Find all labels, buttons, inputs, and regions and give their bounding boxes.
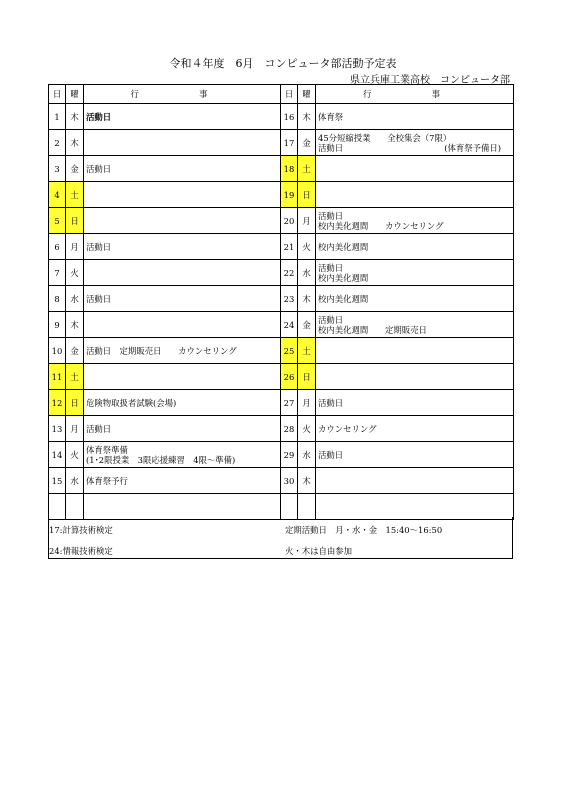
day-cell: 28 xyxy=(281,416,298,442)
table-row xyxy=(49,286,514,312)
event-text: 校内美化週間 xyxy=(318,293,369,304)
weekday-cell: 木 xyxy=(298,104,316,130)
event-cell xyxy=(84,416,281,442)
weekday-cell xyxy=(298,494,316,520)
table-row xyxy=(49,338,514,364)
event-cell xyxy=(84,182,281,208)
weekday-cell: 火 xyxy=(298,416,316,442)
event-text: (1･2限授業 3限応援練習 4限～準備) xyxy=(86,454,236,465)
event-text: 活動日 xyxy=(86,111,112,122)
weekday-cell: 日 xyxy=(298,364,316,390)
event-text: 45分短縮授業 全校集会（7限） xyxy=(318,132,452,143)
day-cell: 8 xyxy=(49,286,66,312)
day-cell: 29 xyxy=(281,442,298,468)
weekday-cell: 木 xyxy=(66,312,84,338)
event-cell xyxy=(316,182,514,208)
header-weekday: 曜 xyxy=(298,85,316,104)
event-cell xyxy=(84,494,281,520)
day-cell: 7 xyxy=(49,260,66,286)
day-cell: 14 xyxy=(49,442,66,468)
table-row xyxy=(49,416,514,442)
event-cell xyxy=(316,104,514,130)
event-text: 体育祭予行 xyxy=(86,475,128,486)
day-cell: 23 xyxy=(281,286,298,312)
event-cell xyxy=(316,442,514,468)
weekday-cell: 月 xyxy=(298,390,316,416)
event-text: 校内美化週間 カウンセリング xyxy=(318,220,444,231)
note-regular-days: 定期活動日 月・水・金 15:40～16:50 xyxy=(285,525,443,535)
weekday-cell: 日 xyxy=(66,390,84,416)
table-row xyxy=(49,494,514,520)
note-free-days: 火・木は自由参加 xyxy=(285,546,352,556)
event-cell xyxy=(316,390,514,416)
day-cell xyxy=(49,494,66,520)
event-cell xyxy=(316,234,514,260)
weekday-cell xyxy=(66,494,84,520)
event-cell xyxy=(316,312,514,338)
weekday-cell: 火 xyxy=(298,234,316,260)
event-text: 校内美化週間 定期販売日 xyxy=(318,324,427,335)
weekday-cell: 木 xyxy=(298,468,316,494)
weekday-cell: 火 xyxy=(66,442,84,468)
event-text: 体育祭準備 xyxy=(86,444,128,455)
weekday-cell: 金 xyxy=(66,338,84,364)
day-cell: 9 xyxy=(49,312,66,338)
day-cell: 11 xyxy=(49,364,66,390)
day-cell: 20 xyxy=(281,208,298,234)
event-text: 体育祭 xyxy=(318,111,344,122)
weekday-cell: 水 xyxy=(66,468,84,494)
event-cell xyxy=(84,364,281,390)
organization-name: 県立兵庫工業高校 コンピュータ部 xyxy=(350,75,510,86)
table-row xyxy=(49,208,514,234)
event-text: 校内美化週間 xyxy=(318,272,369,283)
event-text: 活動日 xyxy=(318,314,344,325)
weekday-cell: 月 xyxy=(298,208,316,234)
event-text: 活動日 xyxy=(318,142,344,153)
day-cell: 18 xyxy=(281,156,298,182)
day-cell: 22 xyxy=(281,260,298,286)
event-cell xyxy=(84,156,281,182)
event-cell xyxy=(316,338,514,364)
schedule-table xyxy=(48,84,514,520)
event-cell xyxy=(316,364,514,390)
event-text: 校内美化週間 xyxy=(318,241,369,252)
table-row xyxy=(49,104,514,130)
day-cell: 10 xyxy=(49,338,66,364)
page-title: 令和４年度 6月 コンピュータ部活動予定表 xyxy=(169,57,397,70)
weekday-cell: 金 xyxy=(298,130,316,156)
weekday-cell: 木 xyxy=(66,104,84,130)
day-cell: 3 xyxy=(49,156,66,182)
event-cell xyxy=(84,234,281,260)
event-cell xyxy=(84,390,281,416)
weekday-cell: 火 xyxy=(66,260,84,286)
event-cell xyxy=(84,260,281,286)
weekday-cell: 金 xyxy=(66,156,84,182)
event-cell xyxy=(316,494,514,520)
day-cell: 26 xyxy=(281,364,298,390)
day-cell: 27 xyxy=(281,390,298,416)
weekday-cell: 土 xyxy=(66,364,84,390)
event-cell xyxy=(316,208,514,234)
header-event: 行 事 xyxy=(84,85,281,104)
weekday-cell: 月 xyxy=(66,234,84,260)
table-row xyxy=(49,390,514,416)
event-text: カウンセリング xyxy=(318,423,377,434)
event-cell xyxy=(316,260,514,286)
day-cell: 6 xyxy=(49,234,66,260)
header-weekday: 曜 xyxy=(66,85,84,104)
table-row xyxy=(49,182,514,208)
note-exam-17: 17:計算技術検定 xyxy=(49,525,113,535)
event-text: 活動日 xyxy=(86,423,112,434)
day-cell: 21 xyxy=(281,234,298,260)
weekday-cell: 木 xyxy=(298,286,316,312)
table-row xyxy=(49,260,514,286)
event-text: 活動日 xyxy=(318,449,344,460)
day-cell xyxy=(281,494,298,520)
weekday-cell: 水 xyxy=(298,260,316,286)
header-event: 行 事 xyxy=(316,85,514,104)
event-text: 活動日 xyxy=(318,397,344,408)
table-row xyxy=(49,156,514,182)
event-cell xyxy=(316,156,514,182)
day-cell: 16 xyxy=(281,104,298,130)
event-cell xyxy=(84,312,281,338)
weekday-cell: 水 xyxy=(66,286,84,312)
notes-frame xyxy=(48,517,513,559)
weekday-cell: 水 xyxy=(298,442,316,468)
header-day: 日 xyxy=(49,85,66,104)
header-day: 日 xyxy=(281,85,298,104)
event-text: 活動日 xyxy=(86,241,112,252)
event-cell xyxy=(316,468,514,494)
table-row xyxy=(49,312,514,338)
weekday-cell: 木 xyxy=(66,130,84,156)
weekday-cell: 月 xyxy=(66,416,84,442)
note-exam-24: 24:情報技術検定 xyxy=(49,546,113,556)
event-text: 活動日 xyxy=(318,210,344,221)
weekday-cell: 土 xyxy=(66,182,84,208)
event-cell xyxy=(84,338,281,364)
event-text: 活動日 xyxy=(318,262,344,273)
event-text: 危険物取扱者試験(会場) xyxy=(86,397,177,408)
day-cell: 4 xyxy=(49,182,66,208)
event-cell xyxy=(84,286,281,312)
weekday-cell: 土 xyxy=(298,156,316,182)
day-cell: 25 xyxy=(281,338,298,364)
day-cell: 1 xyxy=(49,104,66,130)
table-row xyxy=(49,442,514,468)
event-cell xyxy=(84,104,281,130)
event-cell xyxy=(84,208,281,234)
event-text: 活動日 xyxy=(86,163,112,174)
event-text: 活動日 定期販売日 カウンセリング xyxy=(86,345,237,356)
table-row xyxy=(49,130,514,156)
table-header-row xyxy=(49,85,514,104)
weekday-cell: 土 xyxy=(298,338,316,364)
day-cell: 17 xyxy=(281,130,298,156)
table-row xyxy=(49,234,514,260)
event-cell xyxy=(84,442,281,468)
table-row xyxy=(49,364,514,390)
weekday-cell: 日 xyxy=(298,182,316,208)
event-cell xyxy=(316,286,514,312)
day-cell: 30 xyxy=(281,468,298,494)
day-cell: 5 xyxy=(49,208,66,234)
event-cell xyxy=(84,130,281,156)
day-cell: 19 xyxy=(281,182,298,208)
day-cell: 12 xyxy=(49,390,66,416)
event-text: 活動日 xyxy=(86,293,112,304)
table-row xyxy=(49,468,514,494)
event-cell xyxy=(84,468,281,494)
day-cell: 2 xyxy=(49,130,66,156)
event-note: (体育祭予備日) xyxy=(444,142,501,153)
event-cell xyxy=(316,416,514,442)
weekday-cell: 金 xyxy=(298,312,316,338)
event-cell xyxy=(316,130,514,156)
day-cell: 13 xyxy=(49,416,66,442)
weekday-cell: 日 xyxy=(66,208,84,234)
day-cell: 24 xyxy=(281,312,298,338)
day-cell: 15 xyxy=(49,468,66,494)
